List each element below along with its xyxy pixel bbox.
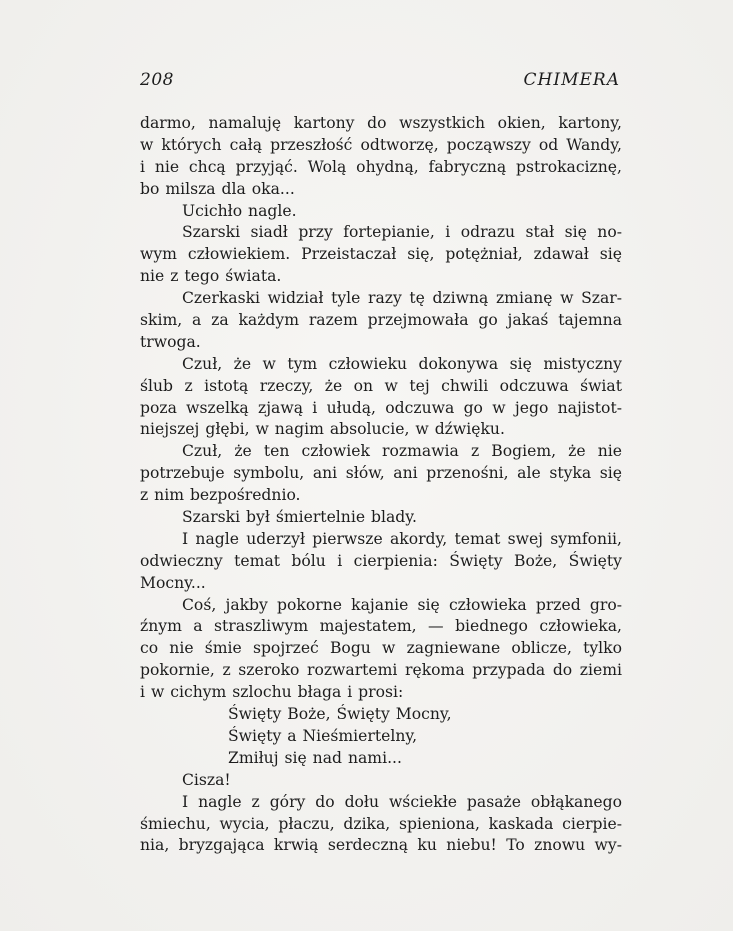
text-line: Święty a Nieśmiertelny, bbox=[228, 726, 418, 745]
text-line: potrzebuje symbolu, ani słów, ani przenośni, ale styka się bbox=[140, 464, 622, 483]
text-line: Czuł, że w tym człowieku dokonywa się mistyczny bbox=[182, 354, 622, 373]
text-line: ślub z istotą rzeczy, że on w tej chwili odczuwa świat bbox=[140, 376, 622, 395]
text-line: darmo, namaluję kartony do wszystkich okien, kartony, bbox=[140, 114, 622, 132]
text-line: trwoga. bbox=[140, 332, 201, 351]
text-line: I nagle z góry do dołu wściekłe pasaże obłąkanego bbox=[182, 792, 622, 811]
text-line: Cisza! bbox=[182, 770, 231, 789]
text-line: wym człowiekiem. Przeistaczał się, potężniał, zdawał się bbox=[140, 245, 622, 264]
text-line: Czerkaski widział tyle razy tę dziwną zmianę w Szar- bbox=[182, 289, 622, 308]
body-text bbox=[140, 113, 622, 857]
text-line: bo milsza dla oka... bbox=[140, 179, 295, 198]
page-header bbox=[140, 70, 620, 96]
text-line: Szarski siadł przy fortepianie, i odrazu stał się no- bbox=[182, 223, 622, 242]
text-line: i nie chcą przyjąć. Wolą ohydną, fabryczną pstrokaciznę, bbox=[140, 157, 622, 176]
text-line: odwieczny temat bólu i cierpienia: Święty Boże, Święty bbox=[140, 551, 622, 570]
text-line: źnym a straszliwym majestatem, — biednego człowieka, bbox=[140, 617, 622, 636]
text-line: nie z tego świata. bbox=[140, 267, 282, 286]
text-line: śmiechu, wycia, płaczu, dzika, spieniona, kaskada cierpie- bbox=[140, 814, 622, 833]
text-line: Coś, jakby pokorne kajanie się człowieka przed gro- bbox=[182, 595, 622, 614]
text-line: Mocny... bbox=[140, 573, 206, 592]
running-head: CHIMERA bbox=[523, 70, 620, 90]
text-line: Święty Boże, Święty Mocny, bbox=[228, 705, 452, 724]
text-line: I nagle uderzył pierwsze akordy, temat swej symfonii, bbox=[182, 529, 622, 548]
text-line: w których całą przeszłość odtworzę, począwszy od Wandy, bbox=[140, 135, 622, 154]
text-line: z nim bezpośrednio. bbox=[140, 486, 301, 505]
page-number: 208 bbox=[140, 70, 174, 90]
text-line: co nie śmie spojrzeć Bogu w zagniewane oblicze, tylko bbox=[140, 639, 622, 658]
text-line: niejszej głębi, w nagim absolucie, w dźwięku. bbox=[140, 420, 505, 439]
text-line: pokornie, z szeroko rozwartemi rękoma przypada do ziemi bbox=[140, 661, 622, 680]
text-line: Zmiłuj się nad nami... bbox=[228, 748, 402, 767]
text-line: Ucichło nagle. bbox=[182, 201, 297, 220]
text-line: skim, a za każdym razem przejmowała go jakaś tajemna bbox=[140, 311, 622, 330]
text-line: poza wszelką zjawą i ułudą, odczuwa go w jego najistot- bbox=[140, 398, 622, 417]
text-line: i w cichym szlochu błaga i prosi: bbox=[140, 683, 404, 702]
text-line: Szarski był śmiertelnie blady. bbox=[182, 508, 417, 527]
text-line: Czuł, że ten człowiek rozmawia z Bogiem, że nie bbox=[182, 442, 622, 461]
text-line: nia, bryzgająca krwią serdeczną ku niebu! To znowu wy- bbox=[140, 836, 622, 855]
